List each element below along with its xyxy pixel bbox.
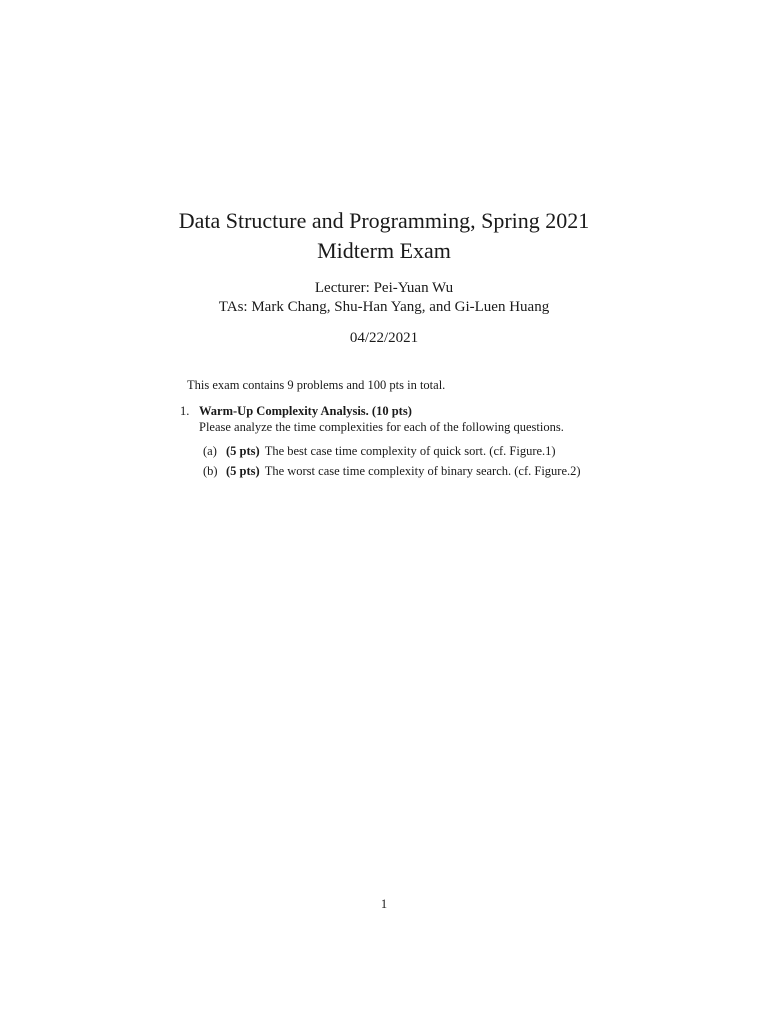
exam-intro: This exam contains 9 problems and 100 pts in total. (187, 378, 446, 392)
part-label: (a) (203, 444, 217, 458)
problem-heading (180, 403, 640, 419)
problem-description: Please analyze the time complexities for each of the following questions. (199, 420, 564, 434)
problem-title: Warm-Up Complexity Analysis. (10 pts) (199, 404, 412, 418)
lecturer-line: Lecturer: Pei-Yuan Wu (314, 280, 454, 296)
problem-part-a (203, 443, 640, 459)
problem-part-b (203, 463, 640, 479)
page-number: 1 (380, 897, 388, 911)
problem-1 (180, 403, 640, 483)
author-block (0, 279, 768, 317)
exam-date: 04/22/2021 (349, 330, 419, 346)
part-text: The worst case time complexity of binary search. (cf. Figure.2) (264, 464, 581, 478)
part-text: The best case time complexity of quick sort. (cf. Figure.1) (264, 444, 556, 458)
course-title: Data Structure and Programming, Spring 2021 (178, 208, 590, 233)
problem-parts (203, 443, 640, 479)
title-block (0, 206, 768, 266)
part-points: (5 pts) (226, 444, 260, 458)
tas-line: TAs: Mark Chang, Shu-Han Yang, and Gi-Luen Huang (218, 299, 550, 315)
problem-number: 1. (180, 404, 190, 418)
part-label: (b) (203, 464, 218, 478)
part-points: (5 pts) (226, 464, 260, 478)
exam-title: Midterm Exam (317, 238, 451, 263)
